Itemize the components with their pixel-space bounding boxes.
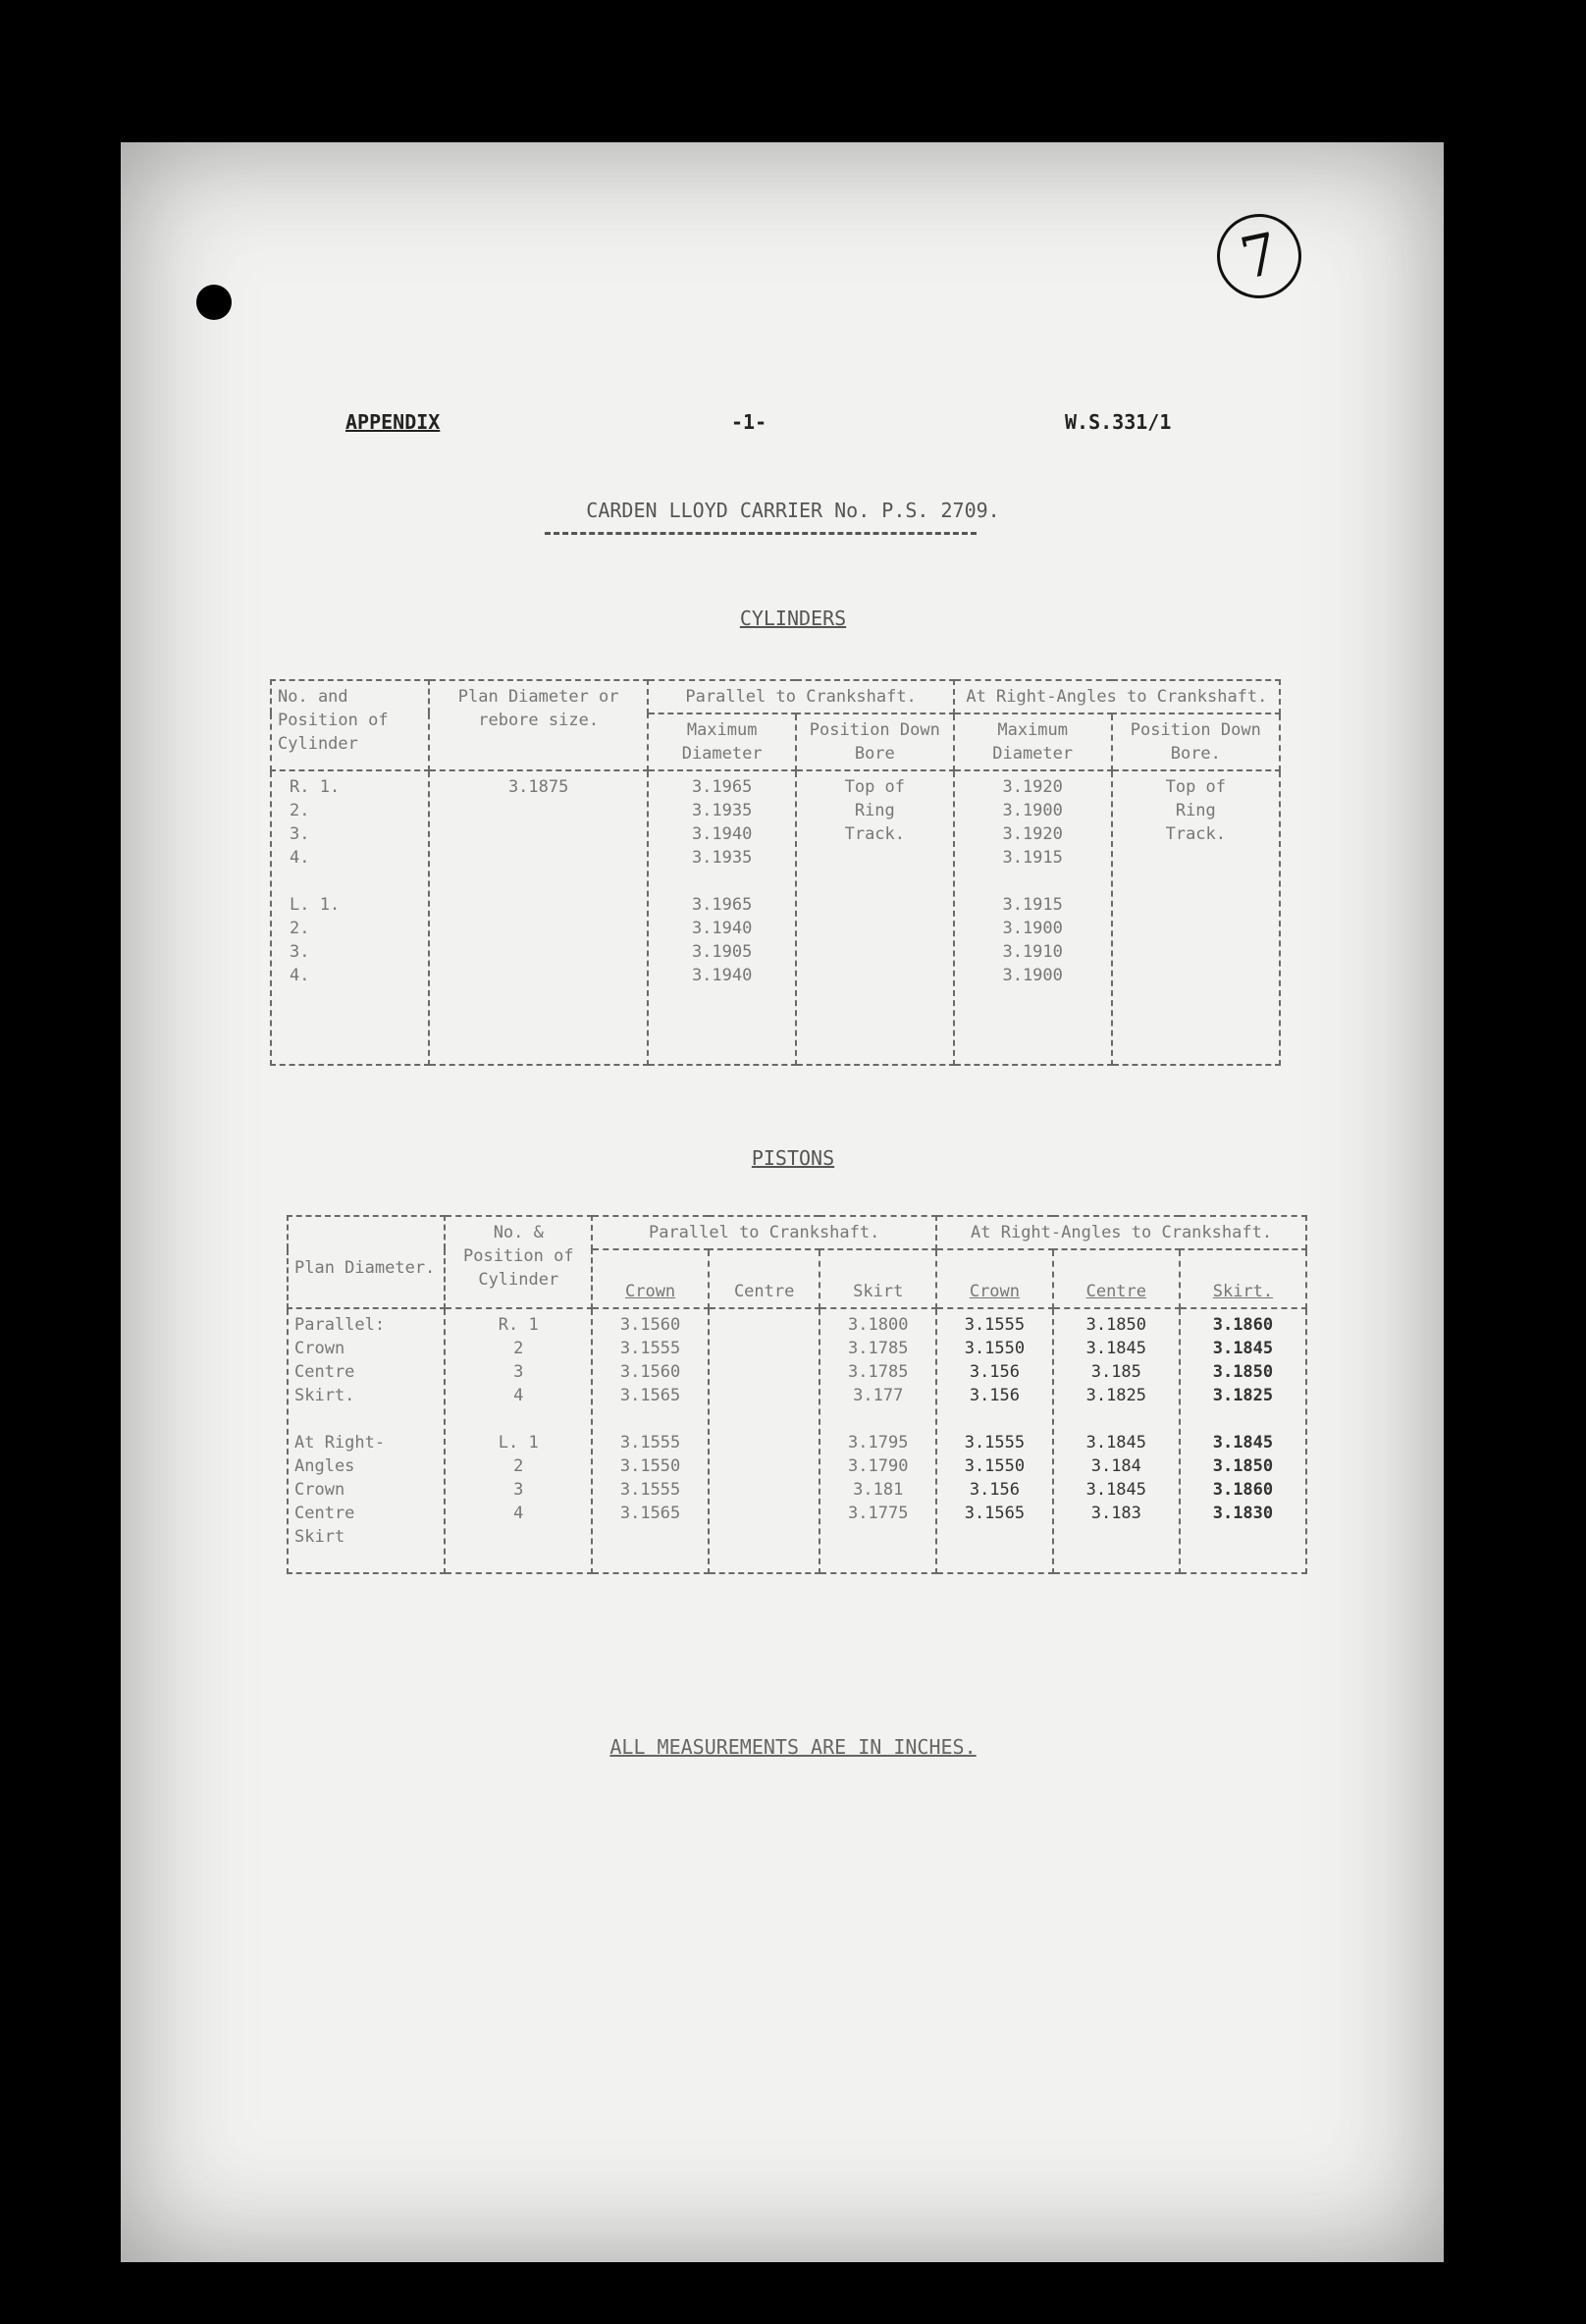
title-underline [545,532,977,535]
cyl-no-column: R. 1. 2. 3. 4. L. 1. 2. 3. 4. [271,770,429,1065]
cyl-header-plan: Plan Diameter or rebore size. [429,680,649,770]
pis-header-skirt2: Skirt. [1180,1249,1306,1308]
pis-header-skirt: Skirt [819,1249,936,1308]
pis-header-plan: Plan Diameter. [288,1216,445,1308]
cyl-header-no: No. and Position of Cylinder [271,680,429,770]
pis-header-parallel: Parallel to Crankshaft. [592,1216,936,1249]
header-right: W.S.331/1 [1065,410,1172,434]
cylinders-heading: CYLINDERS [739,607,847,630]
punch-hole [196,285,232,320]
pis-ra-crown-column: 3.1555 3.1550 3.156 3.156 3.1555 3.1550 3.156 3.1565 [936,1308,1053,1573]
cyl-header-max2: Maximum Diameter [954,713,1112,770]
document-title: CARDEN LLOYD CARRIER No. P.S. 2709. [586,499,1000,522]
pis-par-skirt-column: 3.1800 3.1785 3.1785 3.177 3.1795 3.1790 3.181 3.1775 [819,1308,936,1573]
cyl-header-pos2: Position Down Bore. [1112,713,1280,770]
cyl-par-max-column: 3.1965 3.1935 3.1940 3.1935 3.1965 3.1940 3.1905 3.1940 [648,770,795,1065]
cyl-ra-pos-column: Top of Ring Track. [1112,770,1280,1065]
pis-header-crown: Crown [592,1249,709,1308]
cyl-header-pos: Position Down Bore [796,713,954,770]
pis-header-no: No. & Position of Cylinder [445,1216,592,1308]
pis-no-column: R. 1 2 3 4 L. 1 2 3 4 [445,1308,592,1573]
page-number-text: 7 [1234,219,1285,293]
cyl-header-parallel: Parallel to Crankshaft. [648,680,953,713]
cyl-plan-column: 3.1875 [429,770,649,1065]
pis-header-crown2: Crown [936,1249,1053,1308]
pis-par-centre-column [709,1308,819,1573]
measurement-note: ALL MEASUREMENTS ARE IN INCHES. [609,1735,977,1759]
pis-ra-centre-column: 3.1850 3.1845 3.185 3.1825 3.1845 3.184 3.1845 3.183 [1053,1308,1180,1573]
cyl-ra-max-column: 3.1920 3.1900 3.1920 3.1915 3.1915 3.1900 3.1910 3.1900 [954,770,1112,1065]
cyl-header-right-angles: At Right-Angles to Crankshaft. [954,680,1280,713]
pis-ra-skirt-column: 3.1860 3.1845 3.1850 3.1825 3.1845 3.1850 3.1860 3.1830 [1180,1308,1306,1573]
pis-plan-column: Parallel: Crown Centre Skirt. At Right- Angles Crown Centre Skirt [288,1308,445,1573]
pis-header-right-angles: At Right-Angles to Crankshaft. [936,1216,1306,1249]
cyl-header-max: Maximum Diameter [648,713,795,770]
pis-header-centre: Centre [709,1249,819,1308]
pis-par-crown-column: 3.1560 3.1555 3.1560 3.1565 3.1555 3.1550 3.1555 3.1565 [592,1308,709,1573]
cyl-par-pos-column: Top of Ring Track. [796,770,954,1065]
header-center: -1- [731,410,767,434]
cylinders-table [270,679,1281,1066]
pis-header-centre2: Centre [1053,1249,1180,1308]
pistons-heading: PISTONS [751,1146,835,1170]
document-page [121,142,1444,2262]
header-left: APPENDIX [345,410,441,434]
pistons-table [287,1215,1307,1574]
